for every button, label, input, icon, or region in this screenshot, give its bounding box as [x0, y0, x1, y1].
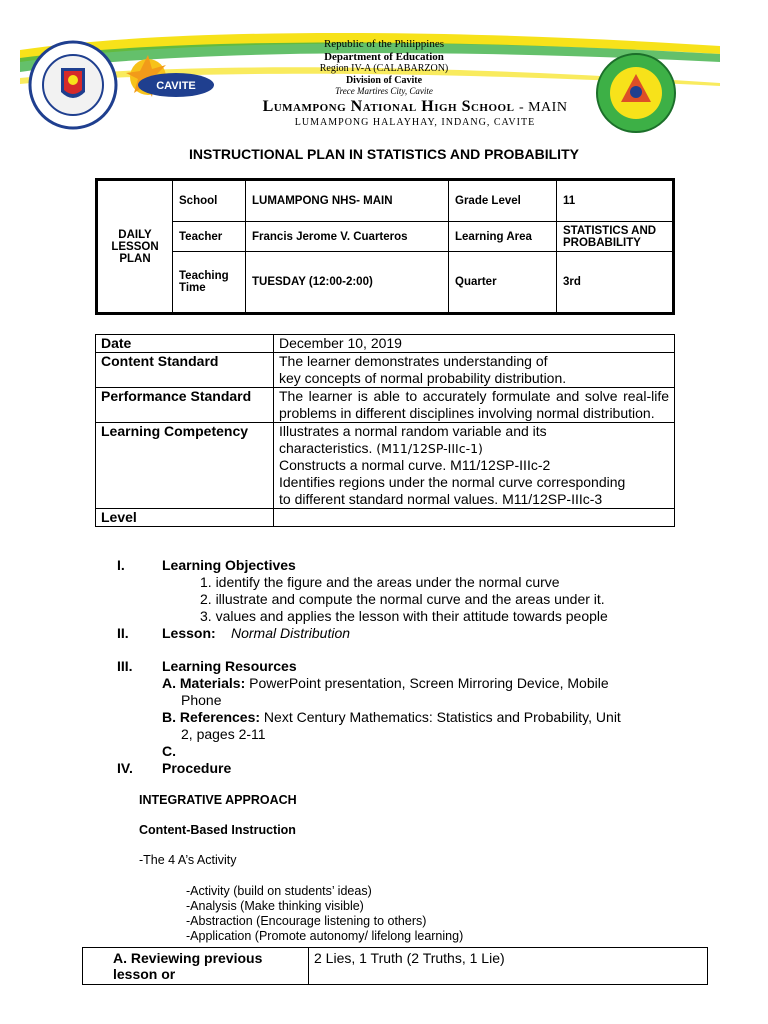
header-region: Region IV-A (CALABARZON): [319, 63, 449, 74]
section-4-title: Procedure: [162, 760, 232, 776]
school-suffix: - MAIN: [518, 100, 568, 115]
content-based-instruction: Content-Based Instruction: [139, 823, 296, 837]
grade-value: 11: [557, 180, 674, 222]
references-item: [162, 709, 682, 726]
materials-value-cont: Phone: [181, 692, 222, 708]
header-city: Trece Martires City, Cavite: [335, 86, 433, 96]
lesson-topic: Normal Distribution: [231, 625, 351, 641]
competency-line-1: Illustrates a normal random variable and its: [279, 423, 547, 439]
performance-standard-value: The learner is able to accurately formulate and solve real-life problems in different disciplines involving normal distribution.: [274, 388, 675, 423]
svg-text:CAVITE: CAVITE: [156, 80, 196, 92]
references-value-cont: 2, pages 2-11: [181, 726, 266, 742]
competency-line-4: Identifies regions under the normal curve corresponding: [279, 474, 626, 490]
abstraction-item: -Abstraction (Encourage listening to others): [186, 914, 427, 928]
header-division: Division of Cavite: [345, 75, 423, 86]
section-2-number: II.: [117, 625, 129, 641]
content-line-2: key concepts of normal probability distribution.: [279, 370, 567, 386]
competency-line-2: [279, 440, 669, 457]
objective-1: 1. identify the figure and the areas under the normal curve: [200, 574, 560, 590]
competency-line-2-text: characteristics.: [279, 440, 377, 456]
section-3-number: III.: [117, 658, 133, 674]
references-label: B. References:: [162, 709, 261, 725]
integrative-approach: INTEGRATIVE APPROACH: [139, 793, 297, 807]
materials-value: PowerPoint presentation, Screen Mirroring Device, Mobile: [245, 675, 609, 691]
activity-item: -Activity (build on students’ ideas): [186, 884, 372, 898]
area-label: Learning Area: [449, 222, 557, 252]
info-table: [95, 178, 675, 315]
objective-2: 2. illustrate and compute the normal curve and the areas under it.: [200, 591, 605, 607]
header-address: LUMAMPONG HALAYHAY, INDANG, CAVITE: [294, 117, 536, 128]
references-value: Next Century Mathematics: Statistics and Probability, Unit: [260, 709, 621, 725]
details-table: [95, 334, 675, 527]
grade-label: Grade Level: [449, 180, 557, 222]
page-title: INSTRUCTIONAL PLAN IN STATISTICS AND PROBABILITY: [189, 146, 579, 162]
content-line-1: The learner demonstrates understanding of: [279, 353, 548, 369]
competency-line-3: Constructs a normal curve. M11/12SP-IIIc-2: [279, 457, 551, 473]
header-department: Department of Education: [324, 51, 444, 63]
application-item: -Application (Promote autonomy/ lifelong learning): [186, 929, 464, 943]
date-value: December 10, 2019: [274, 335, 675, 353]
header-republic: Republic of the Philippines: [323, 38, 445, 50]
learning-competency-value: [274, 423, 675, 509]
performance-standard-label: Performance Standard: [96, 388, 274, 423]
level-value: [274, 509, 675, 527]
section-4-number: IV.: [117, 760, 133, 776]
materials-label: A. Materials:: [162, 675, 246, 691]
quarter-label: Quarter: [449, 252, 557, 314]
header-school-name: [0, 98, 768, 116]
level-label: Level: [96, 509, 274, 527]
content-standard-label: Content Standard: [96, 353, 274, 388]
school-name: Lumampong National High School: [262, 98, 515, 115]
time-label: Teaching Time: [173, 252, 246, 314]
learning-competency-label: Learning Competency: [96, 423, 274, 509]
daily-lesson-plan-label: DAILY LESSON PLAN: [97, 180, 173, 314]
resource-c-label: C.: [162, 743, 176, 759]
teacher-label: Teacher: [173, 222, 246, 252]
section-2-title: Lesson:: [162, 625, 216, 641]
analysis-item: -Analysis (Make thinking visible): [186, 899, 364, 913]
reviewing-lesson-value: 2 Lies, 1 Truth (2 Truths, 1 Lie): [309, 948, 708, 985]
section-3-title: Learning Resources: [162, 658, 297, 674]
quarter-value: 3rd: [557, 252, 674, 314]
school-label: School: [173, 180, 246, 222]
area-value: STATISTICS AND PROBABILITY: [557, 222, 674, 252]
section-1-title: Learning Objectives: [162, 557, 296, 573]
materials-item: [162, 675, 682, 692]
section-1-number: I.: [117, 557, 125, 573]
competency-code-1: (M11/12SP-IIIc-1): [376, 441, 483, 456]
date-label: Date: [96, 335, 274, 353]
time-value: TUESDAY (12:00-2:00): [246, 252, 449, 314]
objective-3: 3. values and applies the lesson with their attitude towards people: [200, 608, 608, 624]
four-as-activity: -The 4 A’s Activity: [139, 853, 237, 867]
competency-line-5: to different standard normal values. M11/12SP-IIIc-3: [279, 491, 603, 507]
school-value: LUMAMPONG NHS- MAIN: [246, 180, 449, 222]
reviewing-lesson-label: A. Reviewing previous lesson or: [83, 948, 309, 985]
teacher-value: Francis Jerome V. Cuarteros: [246, 222, 449, 252]
content-standard-value: [274, 353, 675, 388]
procedure-table: [82, 947, 708, 985]
